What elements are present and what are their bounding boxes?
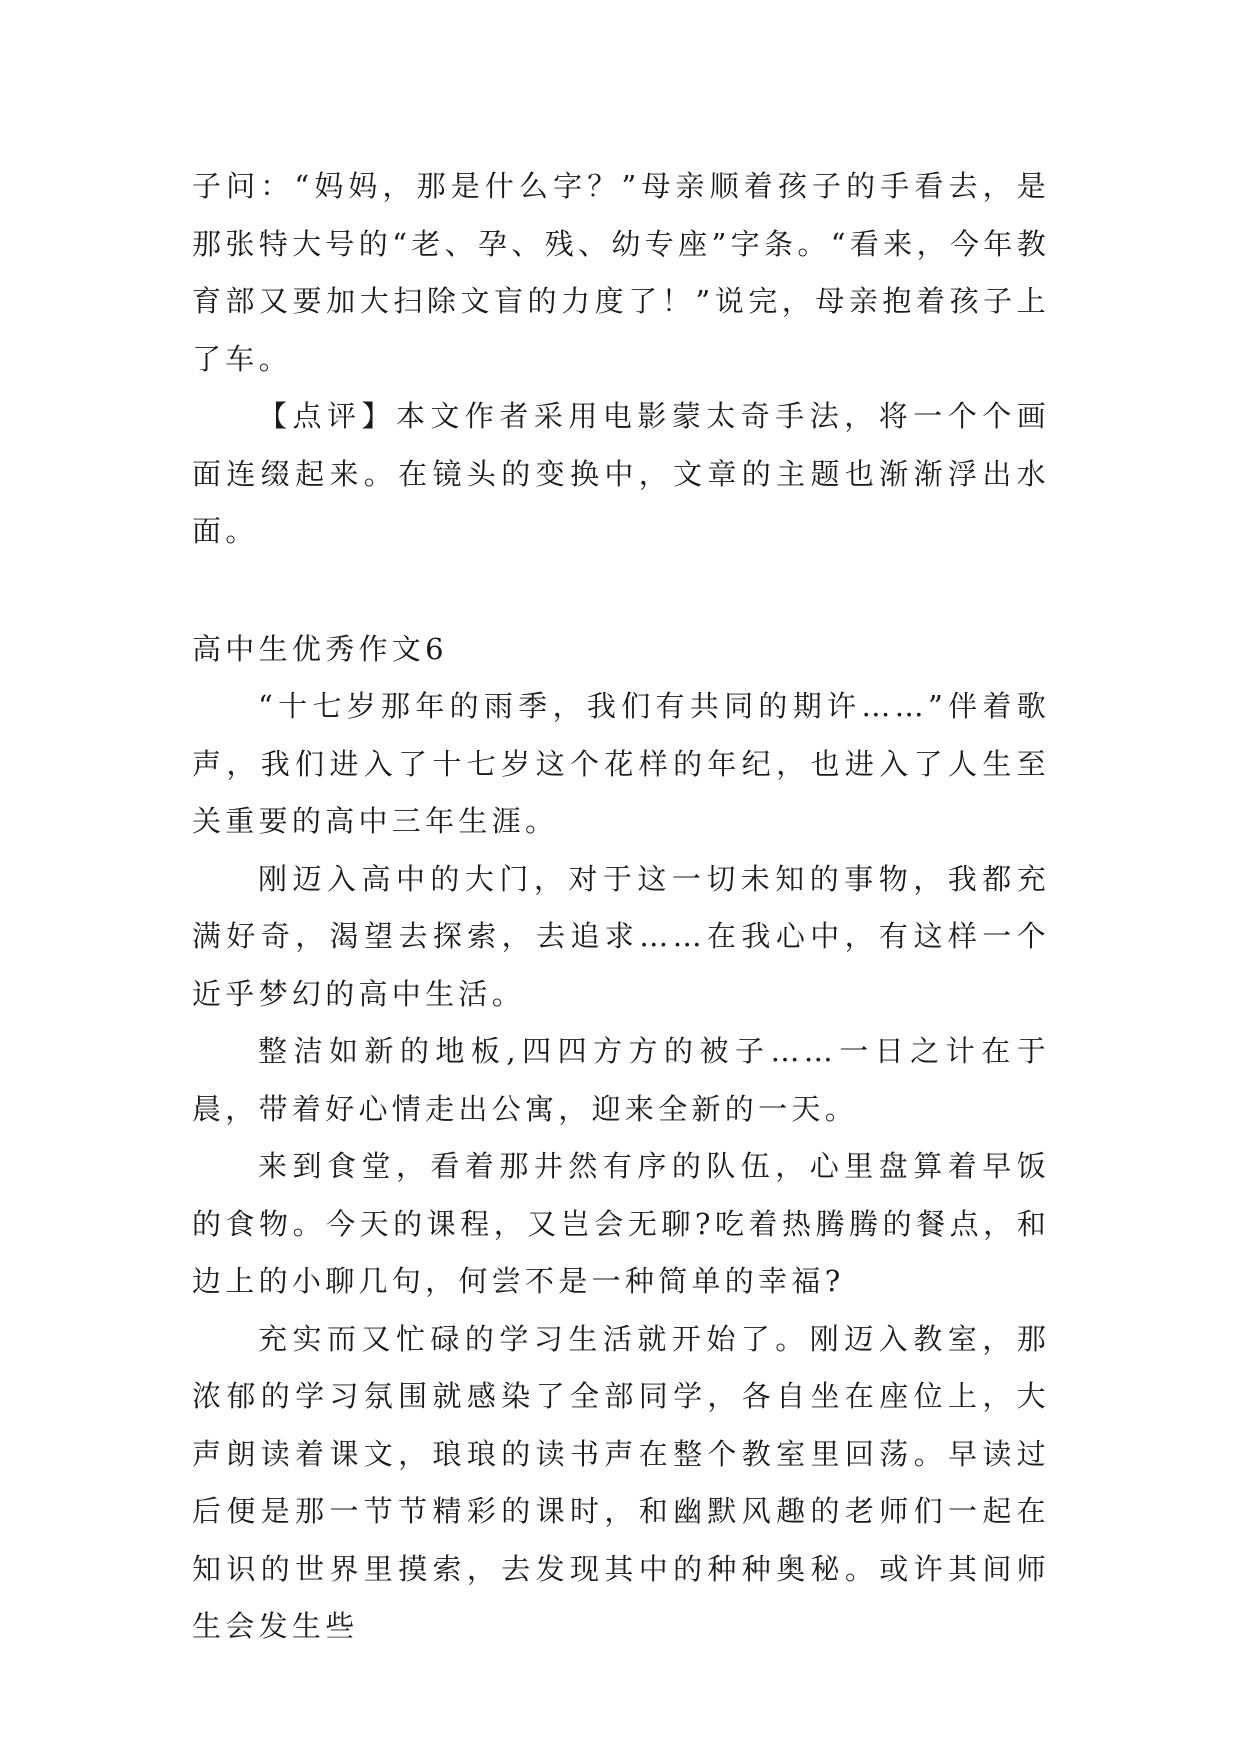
paragraph: “十七岁那年的雨季，我们有共同的期许……”伴着歌声，我们进入了十七岁这个花样的年纪，也进入了人生至关重要的高中三年生涯。 (192, 689, 1050, 838)
section-title: 高中生优秀作文6 (192, 631, 448, 666)
paragraph: 整洁如新的地板,四四方方的被子……一日之计在于晨，带着好心情走出公寓，迎来全新的一天。 (192, 1034, 1050, 1126)
paragraph: 来到食堂，看着那井然有序的队伍，心里盘算着早饭的食物。今天的课程，又岂会无聊?吃着热腾腾的餐点，和边上的小聊几句，何尝不是一种简单的幸福? (192, 1149, 1050, 1298)
paragraph-continuation: 子问：“妈妈，那是什么字？”母亲顺着孩子的手看去，是那张特大号的“老、孕、残、幼专座”字条。“看来，今年教育部又要加大扫除文盲的力度了！”说完，母亲抱着孩子上了车。 (192, 169, 1050, 376)
document-page (192, 158, 1050, 1656)
paragraph: 充实而又忙碌的学习生活就开始了。刚迈入教室，那浓郁的学习氛围就感染了全部同学，各自坐在座位上，大声朗读着课文，琅琅的读书声在整个教室里回荡。早读过后便是那一节节精彩的课时，和幽默风趣的老师们一起在知识的世界里摸索，去发现其中的种种奥秘。或许其间师生会发生些 (192, 1321, 1050, 1643)
paragraph-commentary: 【点评】本文作者采用电影蒙太奇手法，将一个个画面连缀起来。在镜头的变换中，文章的主题也渐渐浮出水面。 (192, 399, 1050, 548)
paragraph: 刚迈入高中的大门，对于这一切未知的事物，我都充满好奇，渴望去探索，去追求……在我心中，有这样一个近乎梦幻的高中生活。 (192, 861, 1050, 1011)
